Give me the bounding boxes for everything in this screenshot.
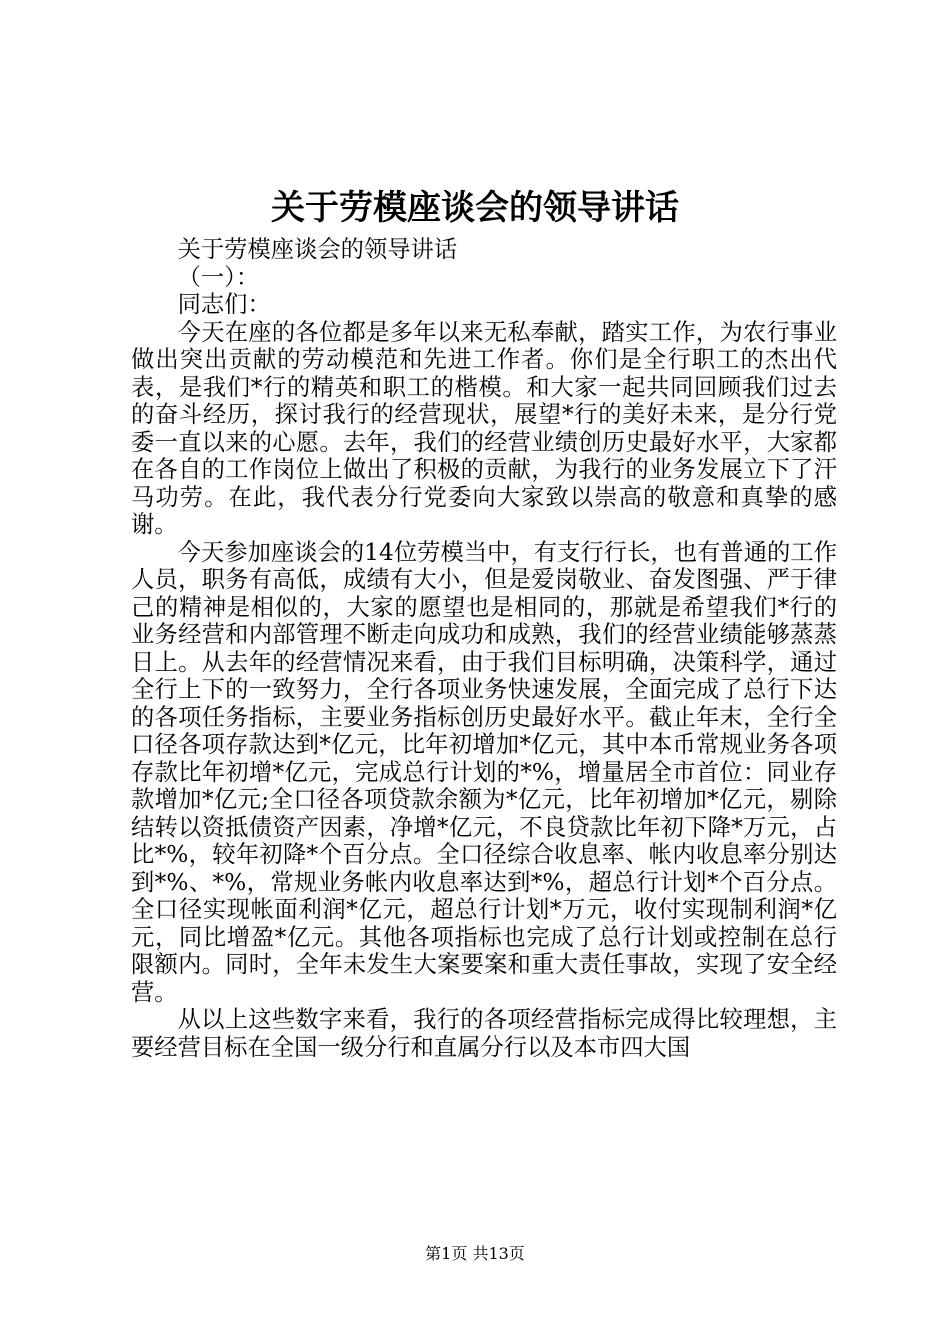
body-paragraph: 今天参加座谈会的14位劳模当中，有支行行长，也有普通的工作人员，职务有高低，成绩有大小，但是爱岗敬业、奋发图强、严于律己的精神是相似的，大家的愿望也是相同的，那就是希望我们*行的业务经营和内部管理不断走向成功和成熟，我们的经营业绩能够蒸蒸日上。从去年的经营情况来看，由于我们目标明确，决策科学，通过全行上下的一致努力，全行各项业务快速发展，全面完成了总行下达的各项任务指标，主要业务指标创历史最好水平。截止年末，全行全口径各项存款达到*亿元，比年初增加*亿元，其中本币常规业务各项存款比年初增*亿元，完成总行计划的*%，增量居全市首位：同业存款增加*亿元;全口径各项贷款余额为*亿元，比年初增加*亿元，剔除结转以资抵债资产因素，净增*亿元，不良贷款比年初下降*万元，占比*%，较年初降*个百分点。全口径综合收息率、帐内收息率分别达到*%、*%，常规业务帐内收息率达到*%，超总行计划*个百分点。全口径实现帐面利润*亿元，超总行计划*万元，收付实现制利润*亿元，同比增盈*亿元。其他各项指标也完成了总行计划或控制在总行限额内。同时，全年未发生大案要案和重大责任事故，实现了安全经营。 <box>131 538 837 1006</box>
salutation-paragraph: 同志们： <box>177 291 271 318</box>
section-number-paragraph: （一）： <box>177 263 260 291</box>
page-number-indicator: 第1页 共13页 <box>425 1244 525 1263</box>
body-paragraph: 从以上这些数字来看，我行的各项经营指标完成得比较理想，主要经营目标在全国一级分行和直属分行以及本市四大国 <box>131 1006 837 1061</box>
document-body <box>131 236 837 1061</box>
body-paragraph: 今天在座的各位都是多年以来无私奉献，踏实工作，为农行事业做出突出贡献的劳动模范和先进工作者。你们是全行职工的杰出代表，是我们*行的精英和职工的楷模。和大家一起共同回顾我们过去的奋斗经历，探讨我行的经营现状，展望*行的美好未来，是分行党委一直以来的心愿。去年，我们的经营业绩创历史最好水平，大家都在各自的工作岗位上做出了积极的贡献，为我行的业务发展立下了汗马功劳。在此，我代表分行党委向大家致以崇高的敬意和真挚的感谢。 <box>131 318 837 538</box>
subtitle-paragraph: 关于劳模座谈会的领导讲话 <box>177 236 458 263</box>
document-title: 关于劳模座谈会的领导讲话 <box>271 188 679 228</box>
page-footer <box>0 1243 950 1265</box>
